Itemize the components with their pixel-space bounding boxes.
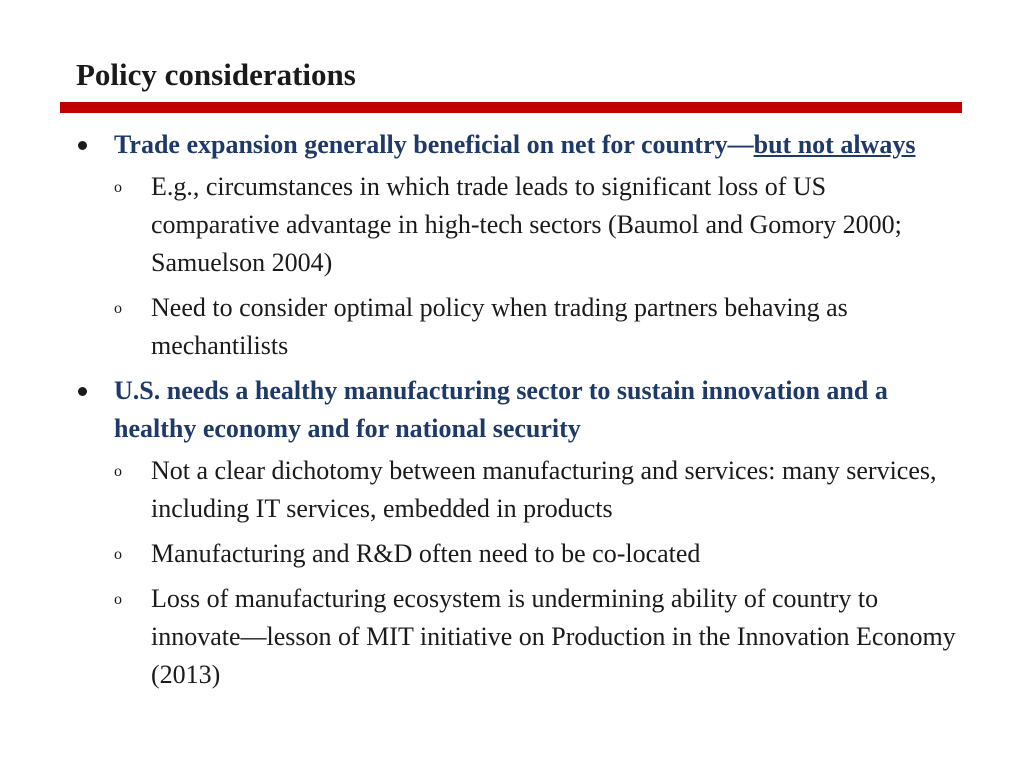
but-not-always-link[interactable]: but not always <box>753 130 916 159</box>
sub-bullet-text: Manufacturing and R&D often need to be co-located <box>151 539 701 568</box>
bullet-item <box>78 126 958 164</box>
sub-bullet-text: Not a clear dichotomy between manufacturing and services: many services, including IT services, embedded in products <box>151 456 937 523</box>
slide-body <box>78 126 958 701</box>
sub-bullet-icon: o <box>114 546 122 563</box>
bullet-item <box>78 372 958 448</box>
sub-bullet-icon: o <box>114 179 122 196</box>
sub-bullet-item <box>78 289 958 365</box>
sub-bullet-icon: o <box>114 300 122 317</box>
sub-bullet-item <box>78 535 958 573</box>
slide-title: Policy considerations <box>76 57 356 92</box>
sub-bullet-text: E.g., circumstances in which trade leads to significant loss of US comparative advantage in high-tech sectors (Baumol and Gomory 2000; Samuelson 2004) <box>151 172 902 277</box>
bullet-dot-icon <box>78 141 87 150</box>
sub-bullet-item <box>78 452 958 528</box>
sub-bullet-text: Loss of manufacturing ecosystem is undermining ability of country to innovate—lesson of MIT initiative on Production in the Innovation Economy (2013) <box>151 584 956 689</box>
bullet-text: U.S. needs a healthy manufacturing sector to sustain innovation and a healthy economy and for national security <box>114 376 888 443</box>
sub-bullet-item <box>78 168 958 282</box>
title-divider <box>60 102 962 113</box>
sub-bullet-icon: o <box>114 463 122 480</box>
bullet-dot-icon <box>78 387 87 396</box>
bullet-text: Trade expansion generally beneficial on net for country— <box>114 130 754 159</box>
sub-bullet-text: Need to consider optimal policy when trading partners behaving as mechantilists <box>151 293 848 360</box>
sub-bullet-icon: o <box>114 591 122 608</box>
sub-bullet-item <box>78 580 958 694</box>
